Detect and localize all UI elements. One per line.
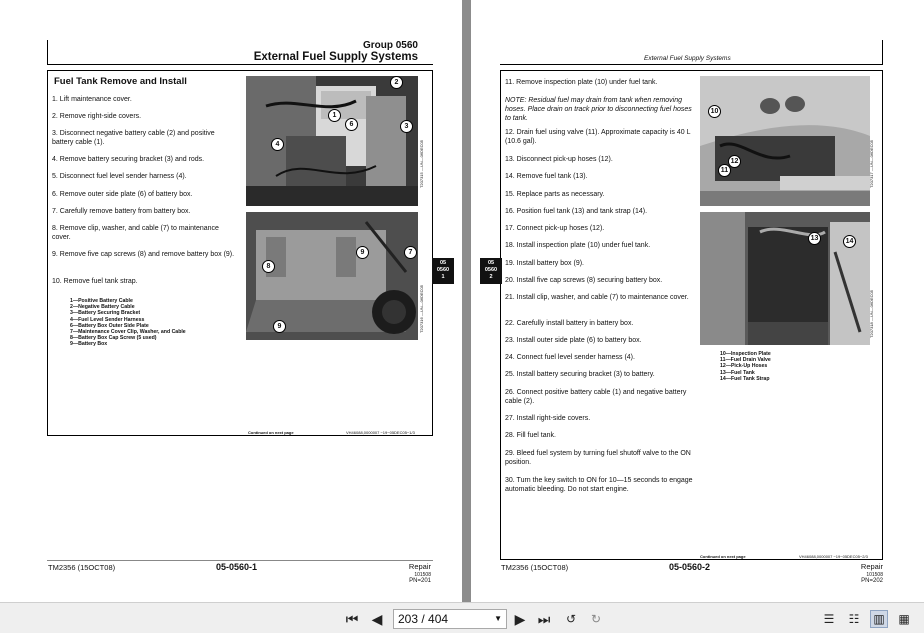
callout-8: 8 xyxy=(262,260,275,273)
footer-date: 101508 xyxy=(866,572,883,578)
photo-code: T207318 —UN—06DEC05 xyxy=(869,290,874,339)
rotate-left-icon[interactable]: ↺ xyxy=(565,612,577,626)
page-number-value: 203 / 404 xyxy=(398,612,449,626)
callout-7: 7 xyxy=(404,246,417,259)
step-item: 20. Install five cap screws (8) securing battery box. xyxy=(505,277,663,284)
callout-9-bottom: 9 xyxy=(273,320,286,333)
battery-box-photo xyxy=(246,212,418,340)
step-item: 5. Disconnect fuel level sender harness (4). xyxy=(52,173,187,180)
callout-4: 4 xyxy=(271,138,284,151)
step-item: 24. Connect fuel level sender harness (4). xyxy=(505,354,635,361)
section-title: Fuel Tank Remove and Install xyxy=(54,76,187,87)
legend-item: 3—Battery Securing Bracket xyxy=(70,310,141,317)
footer-manual-id: TM2356 (15OCT08) xyxy=(48,563,116,572)
legend-item: 9—Battery Box xyxy=(70,341,108,348)
callout-14: 14 xyxy=(843,235,856,248)
legend-item: 11—Fuel Drain Valve xyxy=(720,357,771,364)
tab-line: 2 xyxy=(489,274,493,280)
footer-manual-id: TM2356 (15OCT08) xyxy=(501,563,569,572)
step-item: 10. Remove fuel tank strap. xyxy=(52,278,138,285)
tab-line: 0560 xyxy=(436,267,450,273)
step-item: 16. Position fuel tank (13) and tank strap (14). xyxy=(505,208,648,215)
footer-date: 101508 xyxy=(414,572,431,578)
viewer-toolbar xyxy=(0,602,924,633)
document-page-right xyxy=(471,0,924,602)
step-item: 25. Install battery securing bracket (3) to battery. xyxy=(505,371,655,378)
step-item: 18. Install inspection plate (10) under fuel tank. xyxy=(505,242,651,249)
footer-section: Repair xyxy=(408,562,431,571)
callout-11: 11 xyxy=(718,164,731,177)
group-heading: Group 0560 xyxy=(362,40,418,51)
step-item: 3. Disconnect negative battery cable (2) and positive battery cable (1). xyxy=(52,130,215,146)
header-rule xyxy=(500,64,883,65)
legend-item: 8—Battery Box Cap Screw (5 used) xyxy=(70,335,157,342)
legend xyxy=(720,351,771,382)
page-title: External Fuel Supply Systems xyxy=(253,51,418,63)
legend-item: 6—Battery Box Outer Side Plate xyxy=(70,322,149,329)
photo-code: T207317 —UN—06DEC05 xyxy=(869,140,874,189)
note-text: NOTE: Residual fuel may drain from tank when removing hoses. Place drain on track prior to disconnecting fuel hoses to tank. xyxy=(505,97,692,122)
footer-section: Repair xyxy=(860,562,883,571)
step-item: 11. Remove inspection plate (10) under fuel tank. xyxy=(505,79,658,86)
callout-13: 13 xyxy=(808,232,821,245)
step-item: 22. Carefully install battery in battery box. xyxy=(505,320,634,327)
legend-item: 12—Pick-Up Hoses xyxy=(720,363,768,370)
section-tab xyxy=(432,258,454,284)
legend-item: 7—Maintenance Cover Clip, Washer, and Cable xyxy=(70,329,186,336)
callout-1: 1 xyxy=(328,109,341,122)
tab-line: 1 xyxy=(441,274,445,280)
tab-line: 05 xyxy=(439,260,447,266)
page-gutter xyxy=(462,0,471,602)
legend-item: 2—Negative Battery Cable xyxy=(70,304,135,311)
step-item: 23. Install outer side plate (6) to battery box. xyxy=(505,337,642,344)
tab-line: 05 xyxy=(487,260,495,266)
callout-6: 6 xyxy=(345,118,358,131)
legend xyxy=(70,298,186,348)
callout-3: 3 xyxy=(400,120,413,133)
section-tab xyxy=(480,258,502,284)
fuel-tank-photo xyxy=(700,212,870,345)
header-right-bar xyxy=(882,40,883,65)
step-item: 14. Remove fuel tank (13). xyxy=(505,173,588,180)
legend-item: 10—Inspection Plate xyxy=(720,351,771,357)
step-item: 21. Install clip, washer, and cable (7) to maintenance cover. xyxy=(505,294,689,301)
chevron-down-icon: ▼ xyxy=(494,614,502,623)
continued-note: Continued on next page xyxy=(248,430,294,435)
inspection-plate-photo xyxy=(700,76,870,206)
doc-code: VH46088,0000007 −19−05DEC05−2/3 xyxy=(799,554,868,559)
prev-page-icon[interactable]: ◀ xyxy=(371,610,383,627)
step-item: 2. Remove right-side covers. xyxy=(52,113,142,120)
document-page-left xyxy=(0,0,462,602)
step-item: 29. Bleed fuel system by turning fuel shutoff valve to the ON position. xyxy=(505,450,691,466)
legend-item: 4—Fuel Level Sender Harness xyxy=(70,316,145,323)
step-item: 26. Connect positive battery cable (1) and negative battery cable (2). xyxy=(505,389,687,405)
battery-photo xyxy=(246,76,418,206)
footer-page-number: 05-0560-2 xyxy=(669,562,711,572)
callout-12: 12 xyxy=(728,155,741,168)
legend-item: 14—Fuel Tank Strap xyxy=(720,375,770,382)
footer-page-number: 05-0560-1 xyxy=(216,562,258,572)
photo-code: T207315 —UN—06DEC05 xyxy=(419,140,424,189)
step-item: 15. Replace parts as necessary. xyxy=(505,191,605,198)
callout-10: 10 xyxy=(708,105,721,118)
photo-code: T207316 —UN—06DEC05 xyxy=(419,285,424,334)
continued-note: Continued on next page xyxy=(700,554,746,559)
step-item: 28. Fill fuel tank. xyxy=(505,432,556,439)
step-item: 13. Disconnect pick-up hoses (12). xyxy=(505,156,613,163)
legend-item: 1—Positive Battery Cable xyxy=(70,298,133,304)
step-item: 12. Drain fuel using valve (11). Approximate capacity is 40 L (10.6 gal). xyxy=(505,129,691,145)
two-page-icon[interactable]: ▥ xyxy=(870,610,888,628)
next-page-icon[interactable]: ▶ xyxy=(514,610,526,627)
first-page-icon[interactable]: ⏮ xyxy=(345,610,359,627)
single-page-icon[interactable]: ☰ xyxy=(823,612,835,626)
running-head: External Fuel Supply Systems xyxy=(644,55,731,62)
step-item: 4. Remove battery securing bracket (3) and rods. xyxy=(52,156,205,163)
step-item: 1. Lift maintenance cover. xyxy=(52,96,132,103)
step-item: 30. Turn the key switch to ON for 10—15 seconds to engage automatic bleeding. Do not start engine. xyxy=(505,477,693,493)
page-number-select[interactable] xyxy=(393,609,507,629)
rotate-right-icon[interactable]: ↻ xyxy=(590,612,602,626)
step-item: 27. Install right-side covers. xyxy=(505,415,591,422)
footer-rule xyxy=(47,560,433,561)
continuous-page-icon[interactable]: ☷ xyxy=(848,612,860,626)
last-page-icon[interactable]: ⏭ xyxy=(537,610,551,627)
callout-9-top: 9 xyxy=(356,246,369,259)
step-item: 9. Remove five cap screws (8) and remove battery box (9). xyxy=(52,251,235,258)
step-item: 8. Remove clip, washer, and cable (7) to maintenance cover. xyxy=(52,225,219,241)
doc-code: VH46088,0000007 −19−05DEC05−1/3 xyxy=(346,430,415,435)
step-item: 17. Connect pick-up hoses (12). xyxy=(505,225,605,232)
legend-item: 13—Fuel Tank xyxy=(720,369,755,376)
step-item: 7. Carefully remove battery from battery box. xyxy=(52,208,191,215)
tab-line: 0560 xyxy=(484,267,498,273)
step-item: 6. Remove outer side plate (6) of battery box. xyxy=(52,191,193,198)
two-page-continuous-icon[interactable]: ▦ xyxy=(898,612,910,626)
callout-2: 2 xyxy=(390,76,403,89)
footer-pn: PN=201 xyxy=(409,578,431,584)
header-left-bar xyxy=(47,40,48,65)
header-rule xyxy=(47,64,433,65)
footer-pn: PN=202 xyxy=(861,578,883,584)
step-item: 19. Install battery box (9). xyxy=(505,260,584,267)
